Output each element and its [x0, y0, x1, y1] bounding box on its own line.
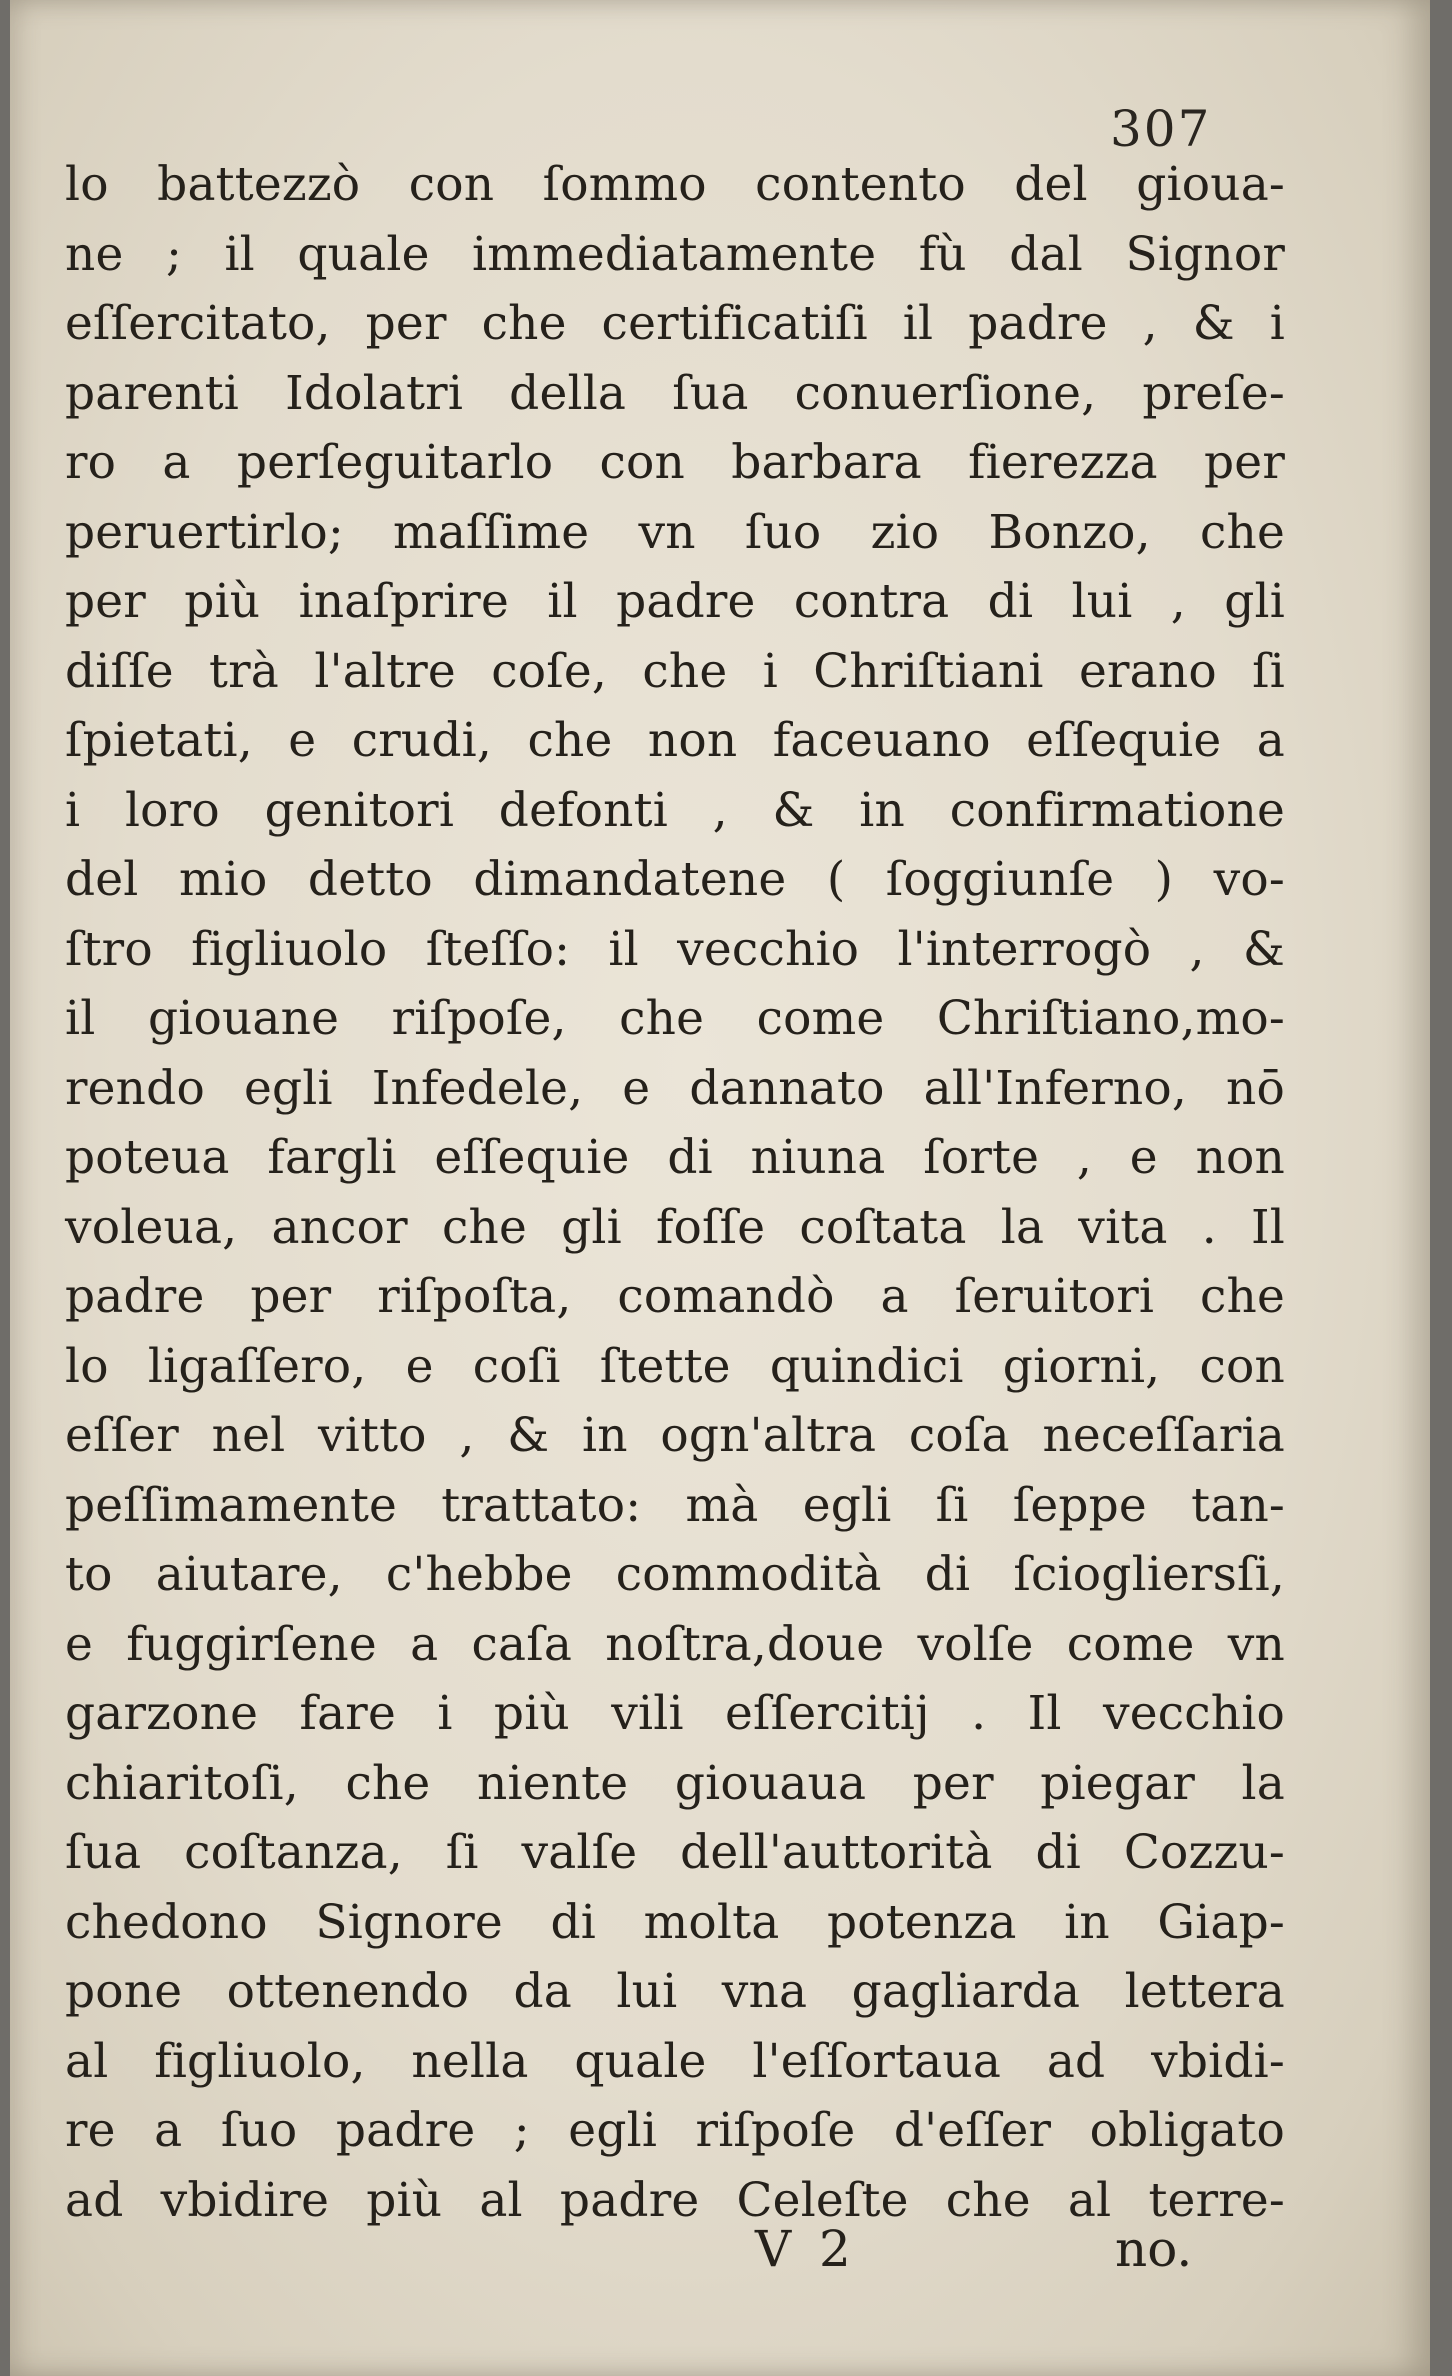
- text-line: to aiutare, c'hebbe commodità di ſciogliersſi,: [65, 1547, 1285, 1602]
- text-line: chedono Signore di molta potenza in Giap-: [65, 1894, 1285, 1950]
- text-line: lo ligaſſero, e coſi ſtette quindici giorni, con: [65, 1338, 1285, 1394]
- page-number: 307: [1110, 100, 1212, 158]
- text-line: chiaritoſi, che niente giouaua per piegar la: [65, 1755, 1285, 1811]
- text-line: ſua coſtanza, ſi valſe dell'auttorità di Cozzu-: [65, 1825, 1285, 1880]
- page-footer: [65, 2220, 1285, 2290]
- text-line: il giouane riſpoſe, che come Chriſtiano,mo-: [65, 991, 1285, 1046]
- text-line: ſpietati, e crudi, che non faceuano eſſequie a: [65, 713, 1285, 768]
- text-line: voleua, ancor che gli foſſe coſtata la vita . Il: [65, 1199, 1285, 1255]
- text-line: e fuggirſene a caſa noſtra,doue volſe come vn: [65, 1616, 1285, 1672]
- text-line: ſtro figliuolo ſteſſo: il vecchio l'interrogò , &: [65, 921, 1285, 977]
- text-line: parenti Idolatri della ſua conuerſione, preſe-: [65, 365, 1285, 421]
- text-line: garzone fare i più vili eſſercitij . Il vecchio: [65, 1686, 1285, 1741]
- text-line: ne ; il quale immediatamente fù dal Signor: [65, 226, 1285, 282]
- text-line: rendo egli Infedele, e dannato all'Inferno, nō: [65, 1060, 1285, 1116]
- text-line: lo battezzò con ſommo contento del gioua-: [65, 157, 1285, 212]
- text-line: per più inaſprire il padre contra di lui , gli: [65, 574, 1285, 629]
- text-line: diſſe trà l'altre coſe, che i Chriſtiani erano ſi: [65, 643, 1285, 699]
- text-line: padre per riſpoſta, comandò a ſeruitori che: [65, 1269, 1285, 1324]
- text-line: poteua fargli eſſequie di niuna ſorte , e non: [65, 1130, 1285, 1185]
- text-line: al figliuolo, nella quale l'eſſortaua ad vbidi-: [65, 2033, 1285, 2089]
- text-line: eſſer nel vitto , & in ogn'altra coſa neceſſaria: [65, 1408, 1285, 1463]
- text-line: eſſercitato, per che certificatiſi il padre , & i: [65, 296, 1285, 351]
- text-line: pone ottenendo da lui vna gagliarda lettera: [65, 1964, 1285, 2019]
- text-line: del mio detto dimandatene ( ſoggiunſe ) vo-: [65, 852, 1285, 907]
- catchword: no.: [1115, 2220, 1193, 2278]
- body-text: [65, 150, 1285, 2235]
- text-line: peruertirlo; maſſime vn ſuo zio Bonzo, che: [65, 504, 1285, 560]
- text-line: i loro genitori defonti , & in confirmatione: [65, 782, 1285, 838]
- signature-mark: V 2: [755, 2220, 857, 2278]
- text-line: re a ſuo padre ; egli riſpoſe d'eſſer obligato: [65, 2103, 1285, 2158]
- book-page: [10, 0, 1430, 2376]
- text-line: peſſimamente trattato: mà egli ſi ſeppe tan-: [65, 1477, 1285, 1533]
- text-line: ro a perſeguitarlo con barbara fierezza per: [65, 435, 1285, 490]
- text-line: ad vbidire più al padre Celeſte che al terre-: [65, 2172, 1285, 2228]
